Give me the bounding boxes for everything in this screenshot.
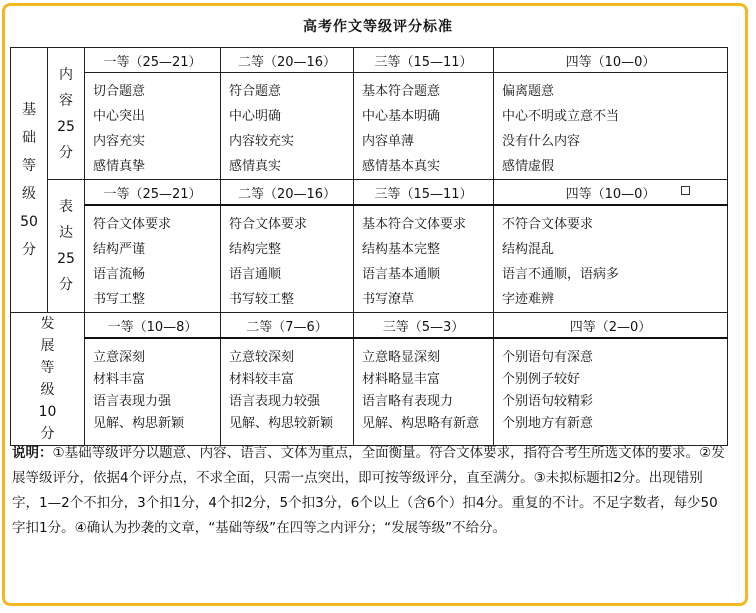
content-criteria-3: 基本符合题意 中心基本明确 内容单薄 感情基本真实 (354, 73, 494, 180)
content-criteria-row (11, 73, 728, 180)
development-grade-1: 一等（10—8） (85, 313, 221, 339)
content-grade-4: 四等（10—0） (494, 48, 728, 73)
development-level-label: 发 展 等 级 10 分 (11, 313, 85, 446)
content-criteria-1: 切合题意 中心突出 内容充实 感情真挚 (85, 73, 221, 180)
expression-criteria-4: 不符合文体要求 结构混乱 语言不通顺，语病多 字迹难辨 (494, 205, 728, 313)
expression-grade-header-row (11, 180, 728, 206)
scoring-table (10, 47, 728, 446)
development-grade-4: 四等（2—0） (494, 313, 728, 339)
development-grade-2: 二等（7—6） (221, 313, 354, 339)
expression-criteria-1: 符合文体要求 结构严谨 语言流畅 书写工整 (85, 205, 221, 313)
content-criteria-2: 符合题意 中心明确 内容较充实 感情真实 (221, 73, 354, 180)
development-criteria-3: 立意略显深刻 材料略显丰富 语言略有表现力 见解、构思略有新意 (354, 338, 494, 446)
content-grade-header-row (11, 48, 728, 73)
development-criteria-1: 立意深刻 材料丰富 语言表现力强 见解、构思新颖 (85, 338, 221, 446)
content-label: 内 容 25 分 (48, 48, 85, 180)
development-grade-3: 三等（5—3） (354, 313, 494, 339)
expression-grade-1: 一等（25—21） (85, 180, 221, 206)
development-criteria-2: 立意较深刻 材料较丰富 语言表现力较强 见解、构思较新颖 (221, 338, 354, 446)
page-title: 高考作文等级评分标准 (303, 19, 453, 35)
content-grade-2: 二等（20—16） (221, 48, 354, 73)
development-criteria-row (11, 338, 728, 446)
notes-section (12, 441, 726, 541)
notes-label: 说明： (12, 445, 53, 461)
content-grade-1: 一等（25—21） (85, 48, 221, 73)
expression-criteria-2: 符合文体要求 结构完整 语言通顺 书写较工整 (221, 205, 354, 313)
expression-grade-2: 二等（20—16） (221, 180, 354, 206)
development-grade-header-row (11, 313, 728, 339)
content-grade-3: 三等（15—11） (354, 48, 494, 73)
expression-grade-3: 三等（15—11） (354, 180, 494, 206)
expression-criteria-3: 基本符合文体要求 结构基本完整 语言基本通顺 书写潦草 (354, 205, 494, 313)
expression-criteria-row (11, 205, 728, 313)
notes-text: ①基础等级评分以题意、内容、语言、文体为重点，全面衡量。符合文体要求，指符合考生所选文体的要求。②发展等级评分，依据4个评分点，不求全面，只需一点突出，即可按等级评分，直至满分。③未拟标题扣2分。出现错别字，1—2个不扣分，3个扣1分，4个扣2分，5个扣3分，6个以上（含6个）扣4分。重复的不计。不足字数者，每少50字扣1分。④确认为抄袭的文章，“基础等级”在四等之内评分；“发展等级”不给分。 (12, 445, 725, 536)
expression-label: 表 达 25 分 (48, 180, 85, 313)
expression-grade-4: 四等（10—0） (494, 180, 728, 206)
development-criteria-4: 个别语句有深意 个别例子较好 个别语句较精彩 个别地方有新意 (494, 338, 728, 446)
basic-level-label: 基 础 等 级 50 分 (11, 48, 48, 313)
content-criteria-4: 偏离题意 中心不明或立意不当 没有什么内容 感情虚假 (494, 73, 728, 180)
